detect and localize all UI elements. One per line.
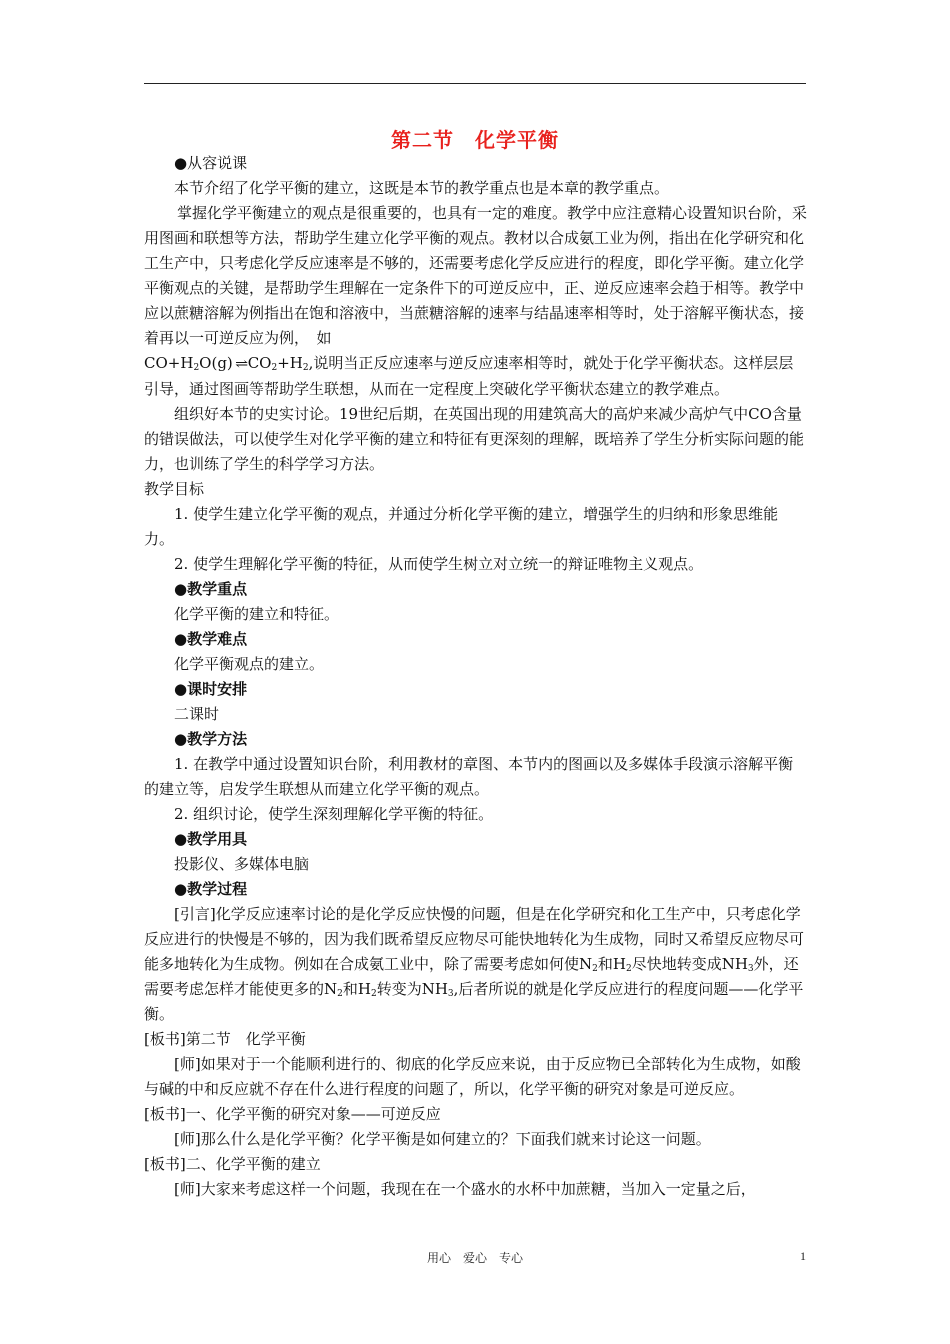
equation-text: $CO+H_2O(g)$ ⇌ $CO_2+H_2$ <box>144 354 309 372</box>
board-note-2: [板书]一、化学平衡的研究对象——可逆反应 <box>144 1105 441 1123</box>
board-note-3: [板书]二、化学平衡的建立 <box>144 1155 321 1173</box>
paragraph-history: 组织好本节的史实讨论。19世纪后期，在英国出现的用建筑高大的高炉来减少高炉气中CO含量的错误做法，可以使学生对化学平衡的建立和特征有更深刻的理解，既培养了学生分析实际问题的能力，也训练了学生的科学学习方法。 <box>144 405 805 473</box>
section-heading-tools: ●教学用具 <box>174 830 248 848</box>
teacher-remark-1: [师]如果对于一个能顺利进行的、彻底的化学反应来说，由于反应物已全部转化为生成物，如酸与碱的中和反应就不存在什么进行程度的问题了，所以，化学平衡的研究对象是可逆反应。 <box>144 1055 801 1098</box>
section-heading-key-points: ●教学重点 <box>174 580 248 598</box>
difficulties-text: 化学平衡观点的建立。 <box>174 655 325 673</box>
paragraph-overview <box>144 201 808 351</box>
section-heading-methods: ●教学方法 <box>174 730 248 748</box>
goal-item-2: 2. 使学生理解化学平衡的特征，从而使学生树立对立统一的辩证唯物主义观点。 <box>174 555 704 573</box>
section-heading-schedule: ●课时安排 <box>174 680 248 698</box>
teacher-remark-2: [师]那么什么是化学平衡？化学平衡是如何建立的？下面我们就来讨论这一问题。 <box>174 1130 711 1148</box>
paragraph-intro: 本节介绍了化学平衡的建立，这既是本节的教学重点也是本章的教学重点。 <box>174 179 670 197</box>
document-body <box>144 151 808 1202</box>
schedule-text: 二课时 <box>174 705 220 723</box>
method-item-2: 2. 组织讨论，使学生深刻理解化学平衡的特征。 <box>174 805 494 823</box>
header-rule <box>144 83 806 84</box>
key-points-text: 化学平衡的建立和特征。 <box>174 605 340 623</box>
equation-tail-text: ,说明当正反应速率与逆反应速率相等时，就处于化学平衡状态。这样层层引导，通过图画等帮助学生联想，从而在一定程度上突破化学平衡状态建立的教学难点。 <box>144 354 794 398</box>
section-heading-goals: 教学目标 <box>144 480 205 498</box>
page-number: 1 <box>800 1249 806 1263</box>
tools-text: 投影仪、多媒体电脑 <box>174 855 310 873</box>
teacher-remark-3: [师]大家来考虑这样一个问题，我现在在一个盛水的水杯中加蔗糖，当加入一定量之后， <box>174 1180 756 1198</box>
section-heading-lesson-talk: ●从容说课 <box>174 154 248 172</box>
paragraph-overview-text: 掌握化学平衡建立的观点是很重要的，也具有一定的难度。教学中应注意精心设置知识台阶，采用图画和联想等方法，帮助学生建立化学平衡的观点。教材以合成氨工业为例，指出在化学研究和化工生产中，只考虑化学反应速率是不够的，还需要考虑化学反应进行的程度，即化学平衡。建立化学平衡观点的关键，是帮助学生理解在一定条件下的可逆反应中，正、逆反应速率会趋于相等。教学中应以蔗糖溶解为例指出在饱和溶液中，当蔗糖溶解的速率与结晶速率相等时，处于溶解平衡状态，接着再以一可逆反应为例， 如 <box>144 204 808 347</box>
method-item-1: 1. 在教学中通过设置知识台阶，利用教材的章图、本节内的图画以及多媒体手段演示溶解平衡的建立等，启发学生联想从而建立化学平衡的观点。 <box>144 755 794 798</box>
paragraph-opening-remarks: [引言]化学反应速率讨论的是化学反应快慢的问题，但是在化学研究和化工生产中，只考虑化学反应进行的快慢是不够的，因为我们既希望反应物尽可能快地转化为生成物，同时又希望反应物尽可能多地转化为生成物。例如在合成氨工业中，除了需要考虑如何使$N_2$和$H_2$尽快地转变成$NH_3$外，还需要考虑怎样才能使更多的$N_2$和$H_2$转变为$NH_3$,后者所说的就是化学反应进行的程度问题——化学平衡。 <box>144 905 805 1023</box>
page-title: 第二节 化学平衡 <box>391 128 559 152</box>
section-heading-difficulties: ●教学难点 <box>174 630 248 648</box>
equilibrium-arrow-icon: ⇌ <box>234 357 246 372</box>
paragraph-equation <box>144 351 808 402</box>
section-heading-process: ●教学过程 <box>174 880 248 898</box>
board-note-1: [板书]第二节 化学平衡 <box>144 1030 306 1048</box>
goal-item-1: 1. 使学生建立化学平衡的观点，并通过分析化学平衡的建立，增强学生的归纳和形象思维能力。 <box>144 505 779 548</box>
footer-slogan: 用心 爱心 专心 <box>426 1251 523 1265</box>
